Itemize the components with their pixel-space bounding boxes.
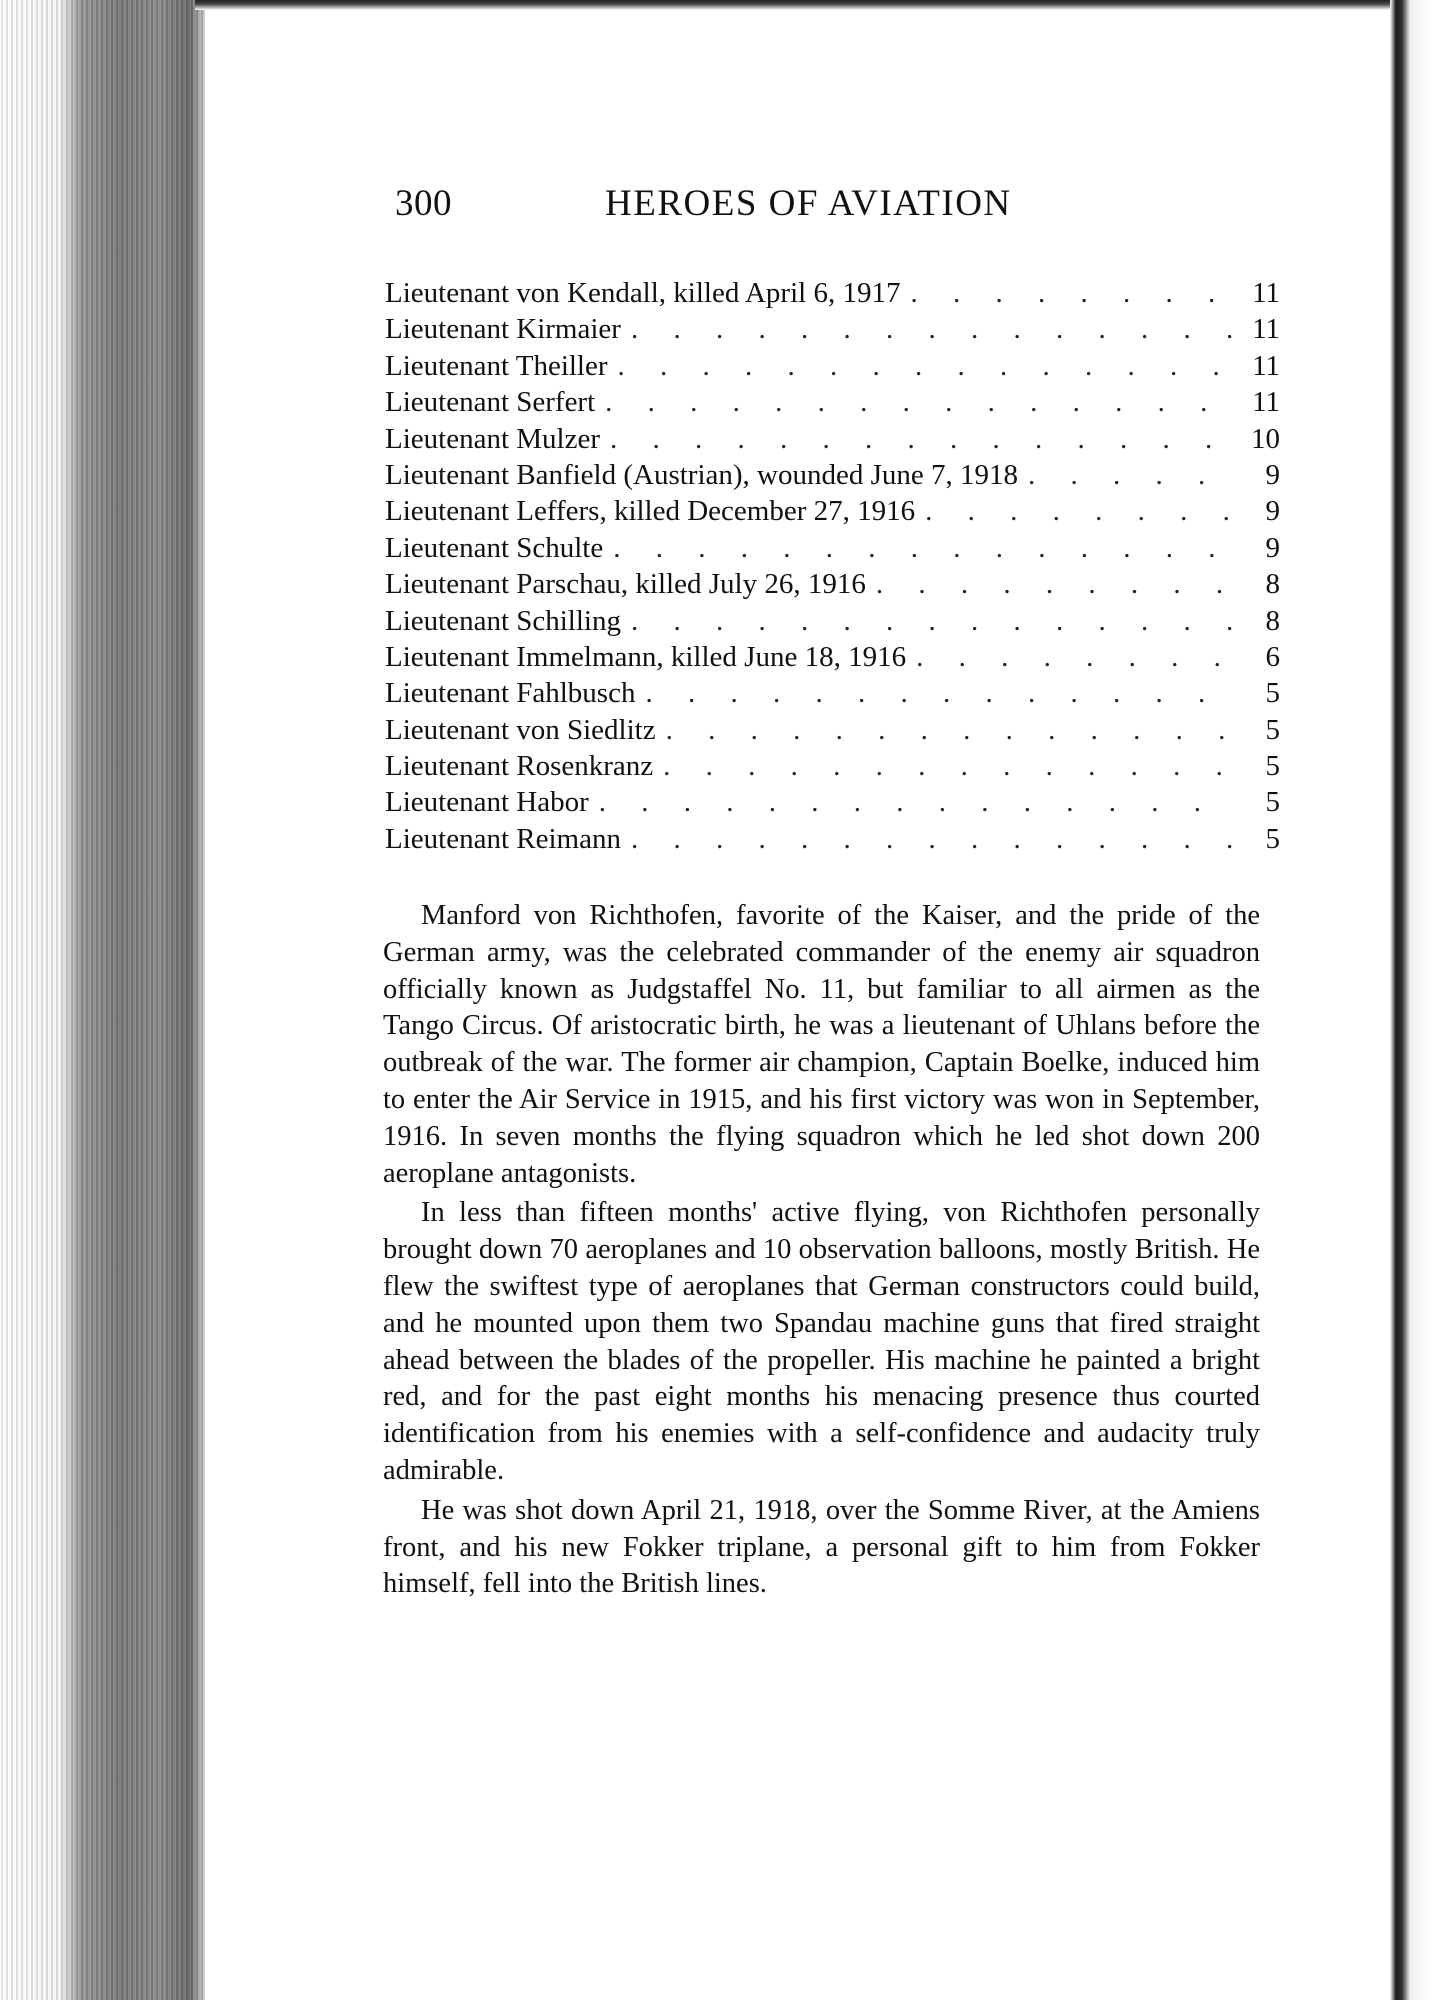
roster-score: 8: [1265, 568, 1280, 601]
next-page-edge: [1390, 0, 1432, 2000]
roster-score: 5: [1265, 677, 1280, 710]
roster-score: 5: [1265, 750, 1280, 783]
roster-name: Lieutenant Immelmann, killed June 18, 1916: [385, 640, 907, 673]
roster-name: Lieutenant Fahlbusch: [385, 677, 636, 710]
body-paragraph: In less than fifteen months' active flying, von Richthofen personally brought down 70 aeroplanes and 10 observation balloons, mostly British. He flew the swiftest type of aeroplanes that German constructors could build, and he mounted upon them two Spandau machine guns that fired straight ahead between the blades of the propeller. His machine he painted a bright red, and for the past eight months his menacing presence thus courted identification from his enemies with a self-confidence and audacity truly admirable.: [383, 1197, 1260, 1486]
dot-leader: [599, 784, 1236, 820]
roster-name: Lieutenant Leffers, killed December 27, 1916: [385, 495, 916, 528]
dot-leader: [666, 712, 1236, 748]
roster-row: [385, 639, 1280, 675]
dot-leader: [925, 493, 1236, 529]
roster-score: 6: [1265, 640, 1280, 673]
roster-row: [385, 457, 1280, 493]
body-paragraph: He was shot down April 21, 1918, over the Somme River, at the Amiens front, and his new Fokker triplane, a personal gift to him from Fokker himself, fell into the British lines.: [383, 1494, 1260, 1600]
roster-row: [385, 275, 1280, 311]
roster-name: Lieutenant von Siedlitz: [385, 713, 656, 746]
dot-leader: [610, 421, 1236, 457]
roster-score: 8: [1265, 604, 1280, 637]
dot-leader: [910, 275, 1236, 311]
page-number: 300: [395, 183, 452, 224]
victory-roster: [385, 275, 1280, 857]
roster-row: [385, 748, 1280, 784]
roster-score: 5: [1265, 713, 1280, 746]
book-page-edges: [0, 0, 205, 2000]
roster-row: [385, 712, 1280, 748]
page-title: HEROES OF AVIATION: [605, 183, 1012, 224]
roster-name: Lieutenant Mulzer: [385, 422, 600, 455]
roster-name: Lieutenant Habor: [385, 786, 589, 819]
roster-score: 11: [1252, 277, 1280, 309]
roster-name: Lieutenant Parschau, killed July 26, 1916: [385, 568, 866, 601]
roster-name: Lieutenant Kirmaier: [385, 313, 621, 346]
roster-row: [385, 675, 1280, 711]
dot-leader: [876, 566, 1236, 602]
roster-score: 9: [1265, 495, 1280, 528]
body-paragraph: Manford von Richthofen, favorite of the Kaiser, and the pride of the German army, was the celebrated commander of the enemy air squadron officially known as Judgstaffel No. 11, but familiar to all airmen as the Tango Circus. Of aristocratic birth, he was a lieutenant of Uhlans before the outbreak of the war. The former air champion, Captain Boelke, induced him to enter the Air Service in 1915, and his first victory was won in September, 1916. In seven months the flying squadron which he led shot down 200 aeroplane antagonists.: [383, 900, 1260, 1189]
dot-leader: [1028, 457, 1236, 493]
roster-name: Lieutenant Schilling: [385, 604, 621, 637]
roster-name: Lieutenant Banfield (Austrian), wounded June 7, 1918: [385, 458, 1019, 491]
roster-row: [385, 384, 1280, 420]
roster-score: 9: [1265, 458, 1280, 491]
roster-row: [385, 311, 1280, 347]
page-top-shadow: [195, 0, 1425, 10]
dot-leader: [631, 821, 1236, 857]
dot-leader: [916, 639, 1236, 675]
roster-row: [385, 784, 1280, 820]
dot-leader: [663, 748, 1236, 784]
dot-leader: [645, 675, 1236, 711]
roster-name: Lieutenant Schulte: [385, 531, 604, 564]
roster-row: [385, 348, 1280, 384]
roster-row: [385, 493, 1280, 529]
book-page: [205, 10, 1390, 1995]
roster-row: [385, 603, 1280, 639]
roster-score: 10: [1251, 422, 1280, 455]
roster-name: Lieutenant Serfert: [385, 386, 596, 419]
dot-leader: [631, 603, 1236, 639]
running-head: [395, 182, 1255, 238]
dot-leader: [613, 530, 1236, 566]
roster-score: 11: [1252, 313, 1280, 346]
roster-score: 11: [1252, 386, 1280, 419]
roster-score: 11: [1252, 349, 1280, 382]
dot-leader: [631, 311, 1236, 347]
roster-score: 9: [1265, 531, 1280, 564]
roster-row: [385, 821, 1280, 857]
roster-row: [385, 421, 1280, 457]
body-text: [383, 898, 1260, 1606]
dot-leader: [618, 348, 1236, 384]
roster-name: Lieutenant von Kendall, killed April 6, 1917: [385, 277, 901, 309]
roster-row: [385, 566, 1280, 602]
roster-score: 5: [1265, 786, 1280, 819]
roster-name: Lieutenant Rosenkranz: [385, 750, 654, 783]
roster-row: [385, 530, 1280, 566]
roster-name: Lieutenant Theiller: [385, 349, 608, 382]
dot-leader: [605, 384, 1236, 420]
roster-score: 5: [1265, 822, 1280, 855]
roster-name: Lieutenant Reimann: [385, 822, 621, 855]
